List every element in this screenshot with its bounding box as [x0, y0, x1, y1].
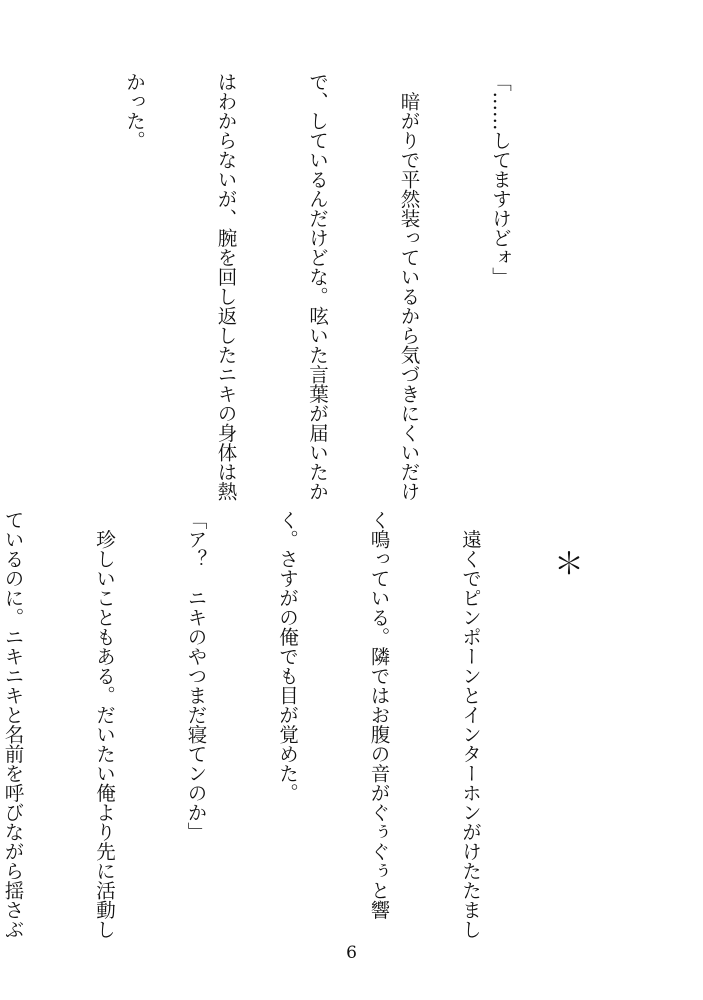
text-column: かった。 — [123, 72, 146, 150]
text-column: 「……してますけどォ」 — [489, 72, 512, 287]
text-column: ているのに。ニキニキと名前を呼びながら揺さぶ — [1, 510, 25, 939]
text-column: 遠くでピンポーンとインターホンがけたたまし — [459, 510, 482, 939]
text-column: 「ア？ ニキのやつまだ寝てンのか」 — [184, 510, 208, 842]
text-column: 珍しいこともある。だいたい俺より先に活動し — [93, 510, 116, 939]
text-block-bottom — [0, 510, 546, 939]
page-number: 6 — [346, 943, 357, 963]
text-column: く鳴っている。隣ではお腹の音がぐぅぐぅと響 — [367, 510, 391, 920]
text-column: く。さすがの俺でも目が覚めた。 — [276, 510, 299, 803]
text-column: で、しているんだけどな。呟いた言葉が届いたか — [306, 72, 329, 501]
section-separator: ＊ — [554, 547, 584, 582]
text-block-top — [58, 72, 577, 501]
text-column: 暗がりで平然装っているから気づきにくいだけ — [397, 72, 421, 501]
text-column: はわからないが、腕を回し返したニキの身体は熱 — [214, 72, 238, 501]
